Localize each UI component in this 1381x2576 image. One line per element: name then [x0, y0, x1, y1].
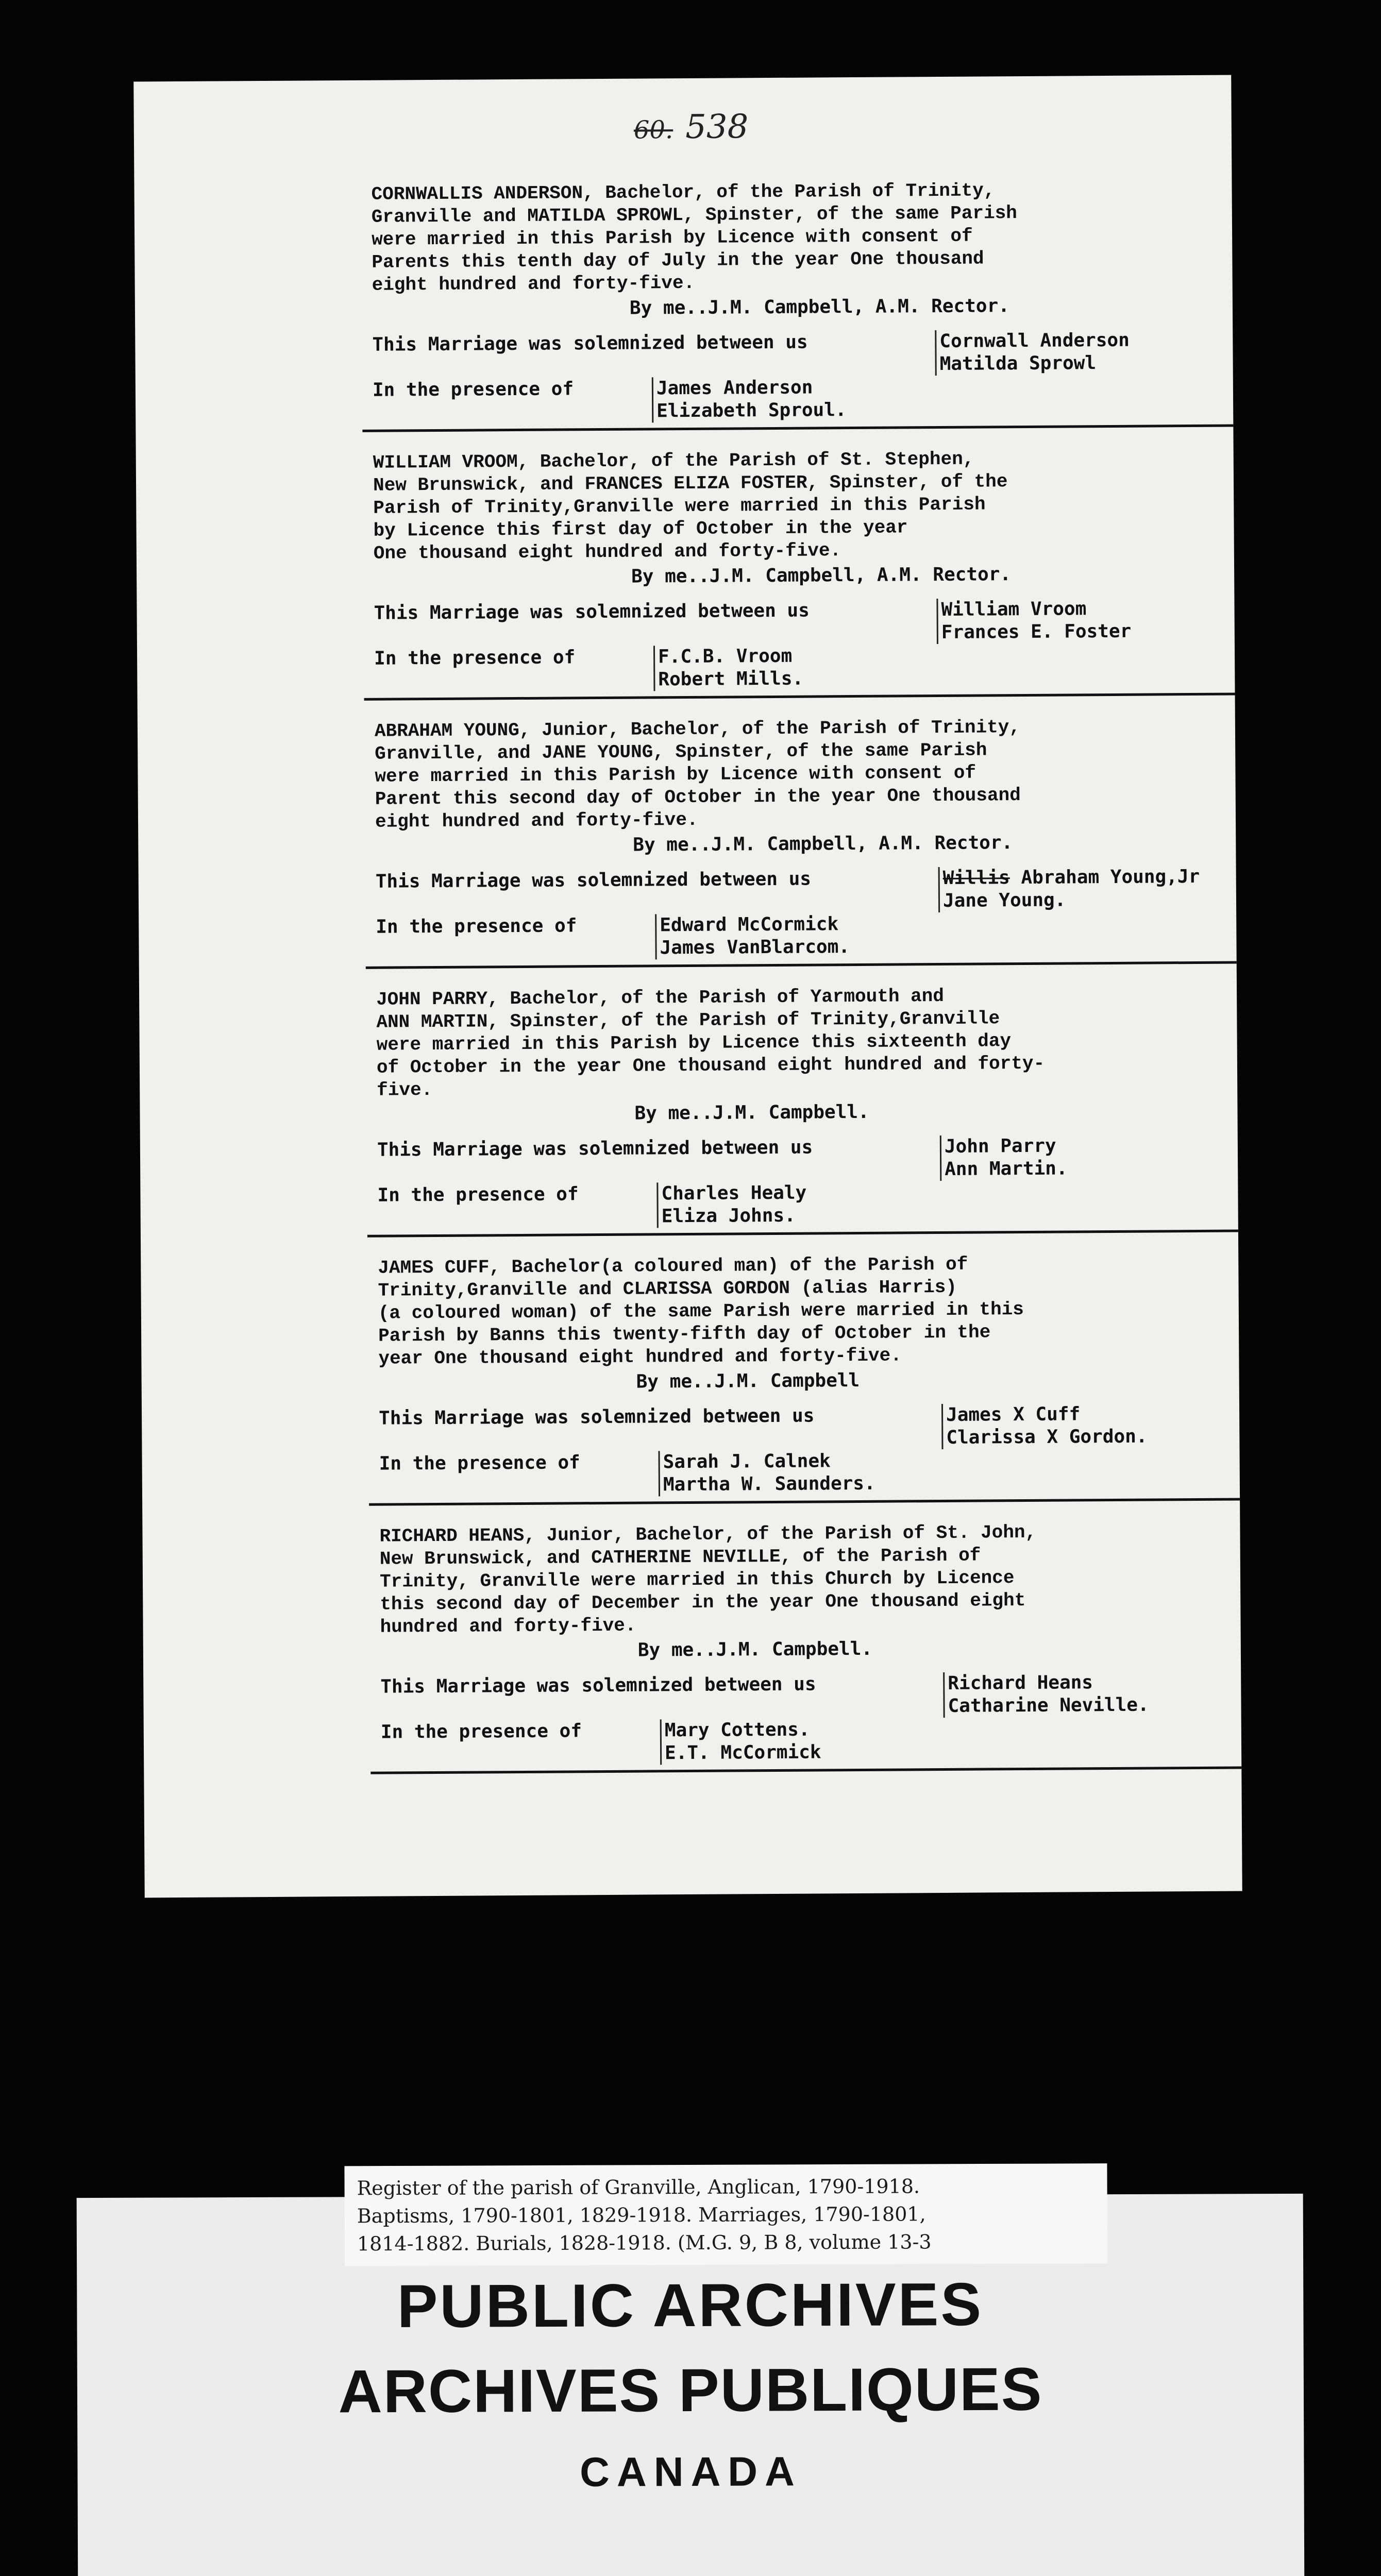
witness-name: Robert Mills. [658, 668, 804, 690]
married-label: This Marriage was solemnized between us [372, 331, 808, 355]
archive-label-line: Register of the parish of Granville, Anglican, 1790-1918. [357, 2175, 920, 2200]
party-name-text: Abraham Young,Jr [1021, 866, 1200, 889]
archive-label-line: 1814-1882. Burials, 1828-1918. (M.G. 9, B 8, volume 13-3 [357, 2230, 932, 2256]
party-names [940, 1135, 1068, 1181]
archive-label [344, 2163, 1107, 2266]
party-names [938, 866, 1200, 912]
entry-divider [367, 1229, 1242, 1237]
party-name: Matilda Sprowl [939, 352, 1097, 375]
witness-name: James Anderson [656, 377, 813, 399]
witness-name: Charles Healy [661, 1182, 807, 1205]
party-name: Ann Martin. [945, 1158, 1068, 1180]
officiant-line: By me..J.M. Campbell, A.M. Rector. [629, 295, 1009, 319]
party-name: Catharine Neville. [948, 1694, 1149, 1717]
witness-signature-row [374, 642, 1199, 693]
register-page [133, 75, 1242, 1898]
archive-title-french: ARCHIVES PUBLIQUES [338, 2355, 1043, 2426]
entry-divider [364, 692, 1240, 700]
witness-name: James VanBlarcom. [660, 936, 850, 959]
party-name: William Vroom [941, 598, 1087, 620]
entry-text: JOHN PARRY, Bachelor, of the Parish of Yarmouth and ANN MARTIN, Spinster, of the Parish of Trinity,Granville were married in this Parish by Licence this sixteenth day of October in the year One thousand eight hundred and forty- five. [376, 985, 1045, 1101]
page-number [634, 108, 749, 146]
witness-label: In the presence of [377, 1183, 579, 1206]
party-name: John Parry [944, 1135, 1056, 1157]
party-name: James X Cuff [946, 1403, 1081, 1426]
marriage-entry [371, 178, 1197, 432]
party-name: Jane Young. [942, 889, 1066, 911]
officiant-line: By me..J.M. Campbell [636, 1369, 860, 1393]
page-number-current: 538 [685, 108, 749, 146]
party-names [943, 1671, 1149, 1718]
witness-names [660, 1718, 821, 1765]
parties-signature-row [377, 1134, 1202, 1184]
witness-signature-row [373, 374, 1198, 425]
marriage-entry [376, 984, 1202, 1238]
party-name: Cornwall Anderson [939, 329, 1130, 352]
married-label: This Marriage was solemnized between us [380, 1673, 816, 1698]
witness-name: Elizabeth Sproul. [656, 399, 847, 422]
entry-divider [370, 1766, 1242, 1774]
entry-text: RICHARD HEANS, Junior, Bachelor, of the Parish of St. John, New Brunswick, and CATHERINE NEVILLE, of the Parish of Trinity, Granville were married in this Church by Licence this second day of December in the year One thousand eight hundred and forty-five. [379, 1521, 1037, 1638]
parties-signature-row [374, 597, 1199, 648]
marriage-entry [378, 1252, 1204, 1506]
entry-divider [362, 424, 1238, 432]
archive-label-line: Baptisms, 1790-1801, 1829-1918. Marriages, 1790-1801, [357, 2202, 926, 2228]
witness-names [656, 1182, 806, 1228]
archive-country: CANADA [580, 2448, 802, 2495]
party-names [941, 1403, 1148, 1449]
parties-signature-row [379, 1402, 1204, 1453]
witness-label: In the presence of [372, 378, 574, 401]
marriage-entry [373, 447, 1199, 701]
parties-signature-row [376, 866, 1201, 916]
marriage-entry [375, 715, 1201, 969]
entry-text: ABRAHAM YOUNG, Junior, Bachelor, of the Parish of Trinity, Granville, and JANE YOUNG, Spinster, of the same Parish were married in this Parish by Licence with consent of Parent this second day of October in the year One thousand eight hundred and forty-five. [374, 717, 1021, 833]
archive-title-english: PUBLIC ARCHIVES [397, 2270, 984, 2341]
party-name: Richard Heans [948, 1672, 1093, 1694]
witness-names [653, 645, 803, 691]
witness-signature-row [376, 911, 1201, 961]
party-name: Frances E. Foster [941, 620, 1132, 643]
witness-names [652, 376, 847, 422]
witness-names [659, 1450, 875, 1497]
married-label: This Marriage was solemnized between us [377, 1137, 813, 1161]
witness-signature-row [379, 1448, 1204, 1498]
witness-name: Martha W. Saunders. [663, 1472, 875, 1496]
witness-name: Edward McCormick [660, 913, 839, 936]
officiant-line: By me..J.M. Campbell, A.M. Rector. [631, 564, 1012, 587]
parties-signature-row [372, 329, 1197, 379]
party-name [943, 866, 1200, 890]
married-label: This Marriage was solemnized between us [378, 1405, 815, 1429]
entry-divider [369, 1498, 1242, 1505]
witness-label: In the presence of [379, 1452, 580, 1475]
entry-text: JAMES CUFF, Bachelor(a coloured man) of the Parish of Trinity,Granville and CLARISSA GORDON (alias Harris) (a coloured woman) of the same Parish were married in this Parish by Banns this twenty-fifth day of October in the year One thousand eight hundred and forty-five. [378, 1253, 1024, 1369]
witness-name: F.C.B. Vroom [658, 645, 793, 668]
party-names [935, 329, 1130, 376]
witness-name: Mary Cottens. [664, 1719, 810, 1741]
officiant-line: By me..J.M. Campbell. [634, 1101, 869, 1124]
parties-signature-row [380, 1671, 1205, 1721]
witness-names [655, 913, 850, 959]
page-number-struck: 60. [633, 115, 673, 145]
witness-label: In the presence of [374, 647, 576, 669]
officiant-line: By me..J.M. Campbell, A.M. Rector. [633, 832, 1013, 856]
party-name: Clarissa X Gordon. [946, 1426, 1148, 1448]
witness-name: Sarah J. Calnek [663, 1450, 831, 1473]
archive-card [77, 2175, 1305, 2576]
struck-party-name: Willis [942, 867, 1010, 889]
witness-name: E.T. McCormick [664, 1741, 821, 1764]
party-names [936, 598, 1131, 644]
witness-signature-row [377, 1179, 1202, 1230]
witness-signature-row [381, 1716, 1206, 1767]
witness-label: In the presence of [376, 915, 577, 938]
officiant-line: By me..J.M. Campbell. [637, 1638, 873, 1661]
marriage-entries [134, 178, 1241, 1795]
witness-name: Eliza Johns. [661, 1205, 796, 1227]
witness-label: In the presence of [380, 1720, 582, 1743]
entry-text: WILLIAM VROOM, Bachelor, of the Parish of St. Stephen, New Brunswick, and FRANCES ELIZA FOSTER, Spinster, of the Parish of Trinity,Granville were married in this Parish by Licence this first day of October in the year One thousand eight hundred and forty-five. [373, 448, 1008, 564]
married-label: This Marriage was solemnized between us [374, 600, 810, 624]
married-label: This Marriage was solemnized between us [375, 868, 812, 892]
entry-text: CORNWALLIS ANDERSON, Bachelor, of the Parish of Trinity, Granville and MATILDA SPROWL, Spinster, of the same Parish were married in this Parish by Licence with consent of Parents this tenth day of July in the year One thousand eight hundred and forty-five. [371, 180, 1017, 296]
marriage-entry [379, 1520, 1205, 1774]
entry-divider [366, 961, 1242, 969]
